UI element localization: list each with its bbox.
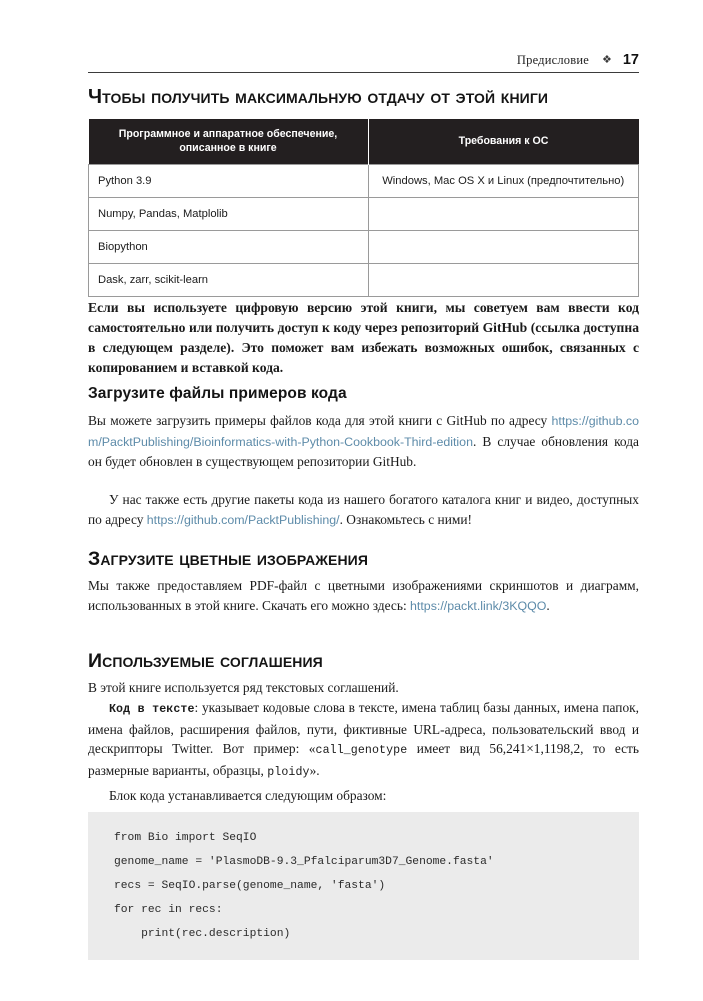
code-in-text-body-1: : указывает кодовые слова в тексте, имена таблиц базы данных, имена папок, имена файлов, расширения файлов, пути, фиктивные URL-адреса, пользовательский ввод и дескрипторы Twitter. Вот пример: « <box>88 700 639 757</box>
color-images-paragraph <box>88 576 639 616</box>
code-in-text-body-3: ». <box>309 762 320 778</box>
color-images-pdf-link[interactable]: https://packt.link/3KQQO <box>410 598 547 613</box>
floret-ornament-icon: ❖ <box>601 54 612 66</box>
cell-software: Dask, zarr, scikit-learn <box>89 263 369 296</box>
header-chapter-label: Предисловие <box>516 53 589 67</box>
conventions-intro-paragraph: В этой книге используется ряд текстовых соглашений. <box>88 680 399 695</box>
code-in-text-paragraph <box>88 698 639 782</box>
cell-os: Windows, Mac OS X и Linux (предпочтительно) <box>368 164 639 197</box>
code-line: recs = SeqIO.parse(genome_name, 'fasta') <box>114 880 386 892</box>
code-block-intro-text: Блок кода устанавливается следующим образом: <box>109 788 387 803</box>
page-number: 17 <box>622 52 639 68</box>
table-col-header-software-line1: Программное и аппаратное обеспечение, <box>118 128 338 140</box>
other-bundles-paragraph <box>88 490 639 530</box>
github-repo-link[interactable]: https://github.com/PacktPublishing/Bioinformatics-with-Python-Cookbook-Third-edition <box>88 414 639 449</box>
table-row <box>89 230 639 263</box>
table-col-header-os: Требования к ОС <box>368 119 639 164</box>
code-in-text-label: Код в тексте <box>109 703 195 716</box>
download-code-intro-text: Вы можете загрузить примеры файлов кода для этой книги с GitHub по адресу <box>88 413 552 428</box>
table-header-row <box>89 119 639 164</box>
packt-publishing-link[interactable]: https://github.com/PacktPublishing/ <box>146 512 340 527</box>
inline-code-call-genotype: call_genotype <box>315 744 408 758</box>
code-line: print(rec.description) <box>114 928 291 940</box>
code-line: genome_name = 'PlasmoDB-9.3_Pfalciparum3D7_Genome.fasta' <box>114 856 494 868</box>
table-row <box>89 197 639 230</box>
cell-software: Python 3.9 <box>89 164 369 197</box>
running-header <box>88 52 639 68</box>
heading-download-code-files: Загрузите файлы примеров кода <box>88 385 347 402</box>
heading-conventions: Используемые соглашения <box>88 650 323 672</box>
table-col-header-software-line2: описанное в книге <box>179 142 277 155</box>
code-block-intro-paragraph <box>88 786 639 806</box>
code-line: from Bio import SeqIO <box>114 832 257 844</box>
heading-get-the-most: Чтобы получить максимальную отдачу от этой книги <box>88 86 549 108</box>
cell-software: Numpy, Pandas, Matplolib <box>89 197 369 230</box>
cell-software: Biopython <box>89 230 369 263</box>
other-bundles-before-text: У нас также есть другие пакеты кода из нашего богатого каталога книг и видео, доступных по адресу <box>88 492 639 527</box>
heading-download-color-images: Загрузите цветные изображения <box>88 548 369 570</box>
color-images-after-text: . <box>546 597 550 613</box>
inline-code-ploidy: ploidy <box>267 765 310 779</box>
cell-os <box>368 197 639 230</box>
table-col-header-software <box>89 119 369 164</box>
other-bundles-after-text: . Ознакомьтесь с ними! <box>339 511 472 527</box>
color-images-before-text: Мы также предоставляем PDF-файл с цветными изображениями скриншотов и диаграмм, использованных в этой книге. Скачать его можно здесь: <box>88 578 639 613</box>
requirements-table <box>88 119 639 297</box>
table-row <box>89 164 639 197</box>
table-row <box>89 263 639 296</box>
download-code-after-link-text: . В случае обновления кода он будет обновлен в существующем репозитории GitHub. <box>88 433 639 470</box>
digital-version-notice: Если вы используете цифровую версию этой книги, мы советуем вам ввести код самостоятельно или получить доступ к коду через репозиторий GitHub (ссылка доступна в следующем разделе). Это поможет вам избежать возможных ошибок, связанных с копированием и вставкой кода. <box>88 300 639 375</box>
code-block <box>88 812 639 960</box>
cell-os <box>368 263 639 296</box>
download-code-paragraph <box>88 411 639 472</box>
header-divider <box>88 72 639 73</box>
cell-os <box>368 230 639 263</box>
code-line: for rec in recs: <box>114 904 223 916</box>
code-in-text-body-2: имеет вид 56,241×1,1198,2, то есть размерные варианты, образцы, <box>88 741 640 778</box>
